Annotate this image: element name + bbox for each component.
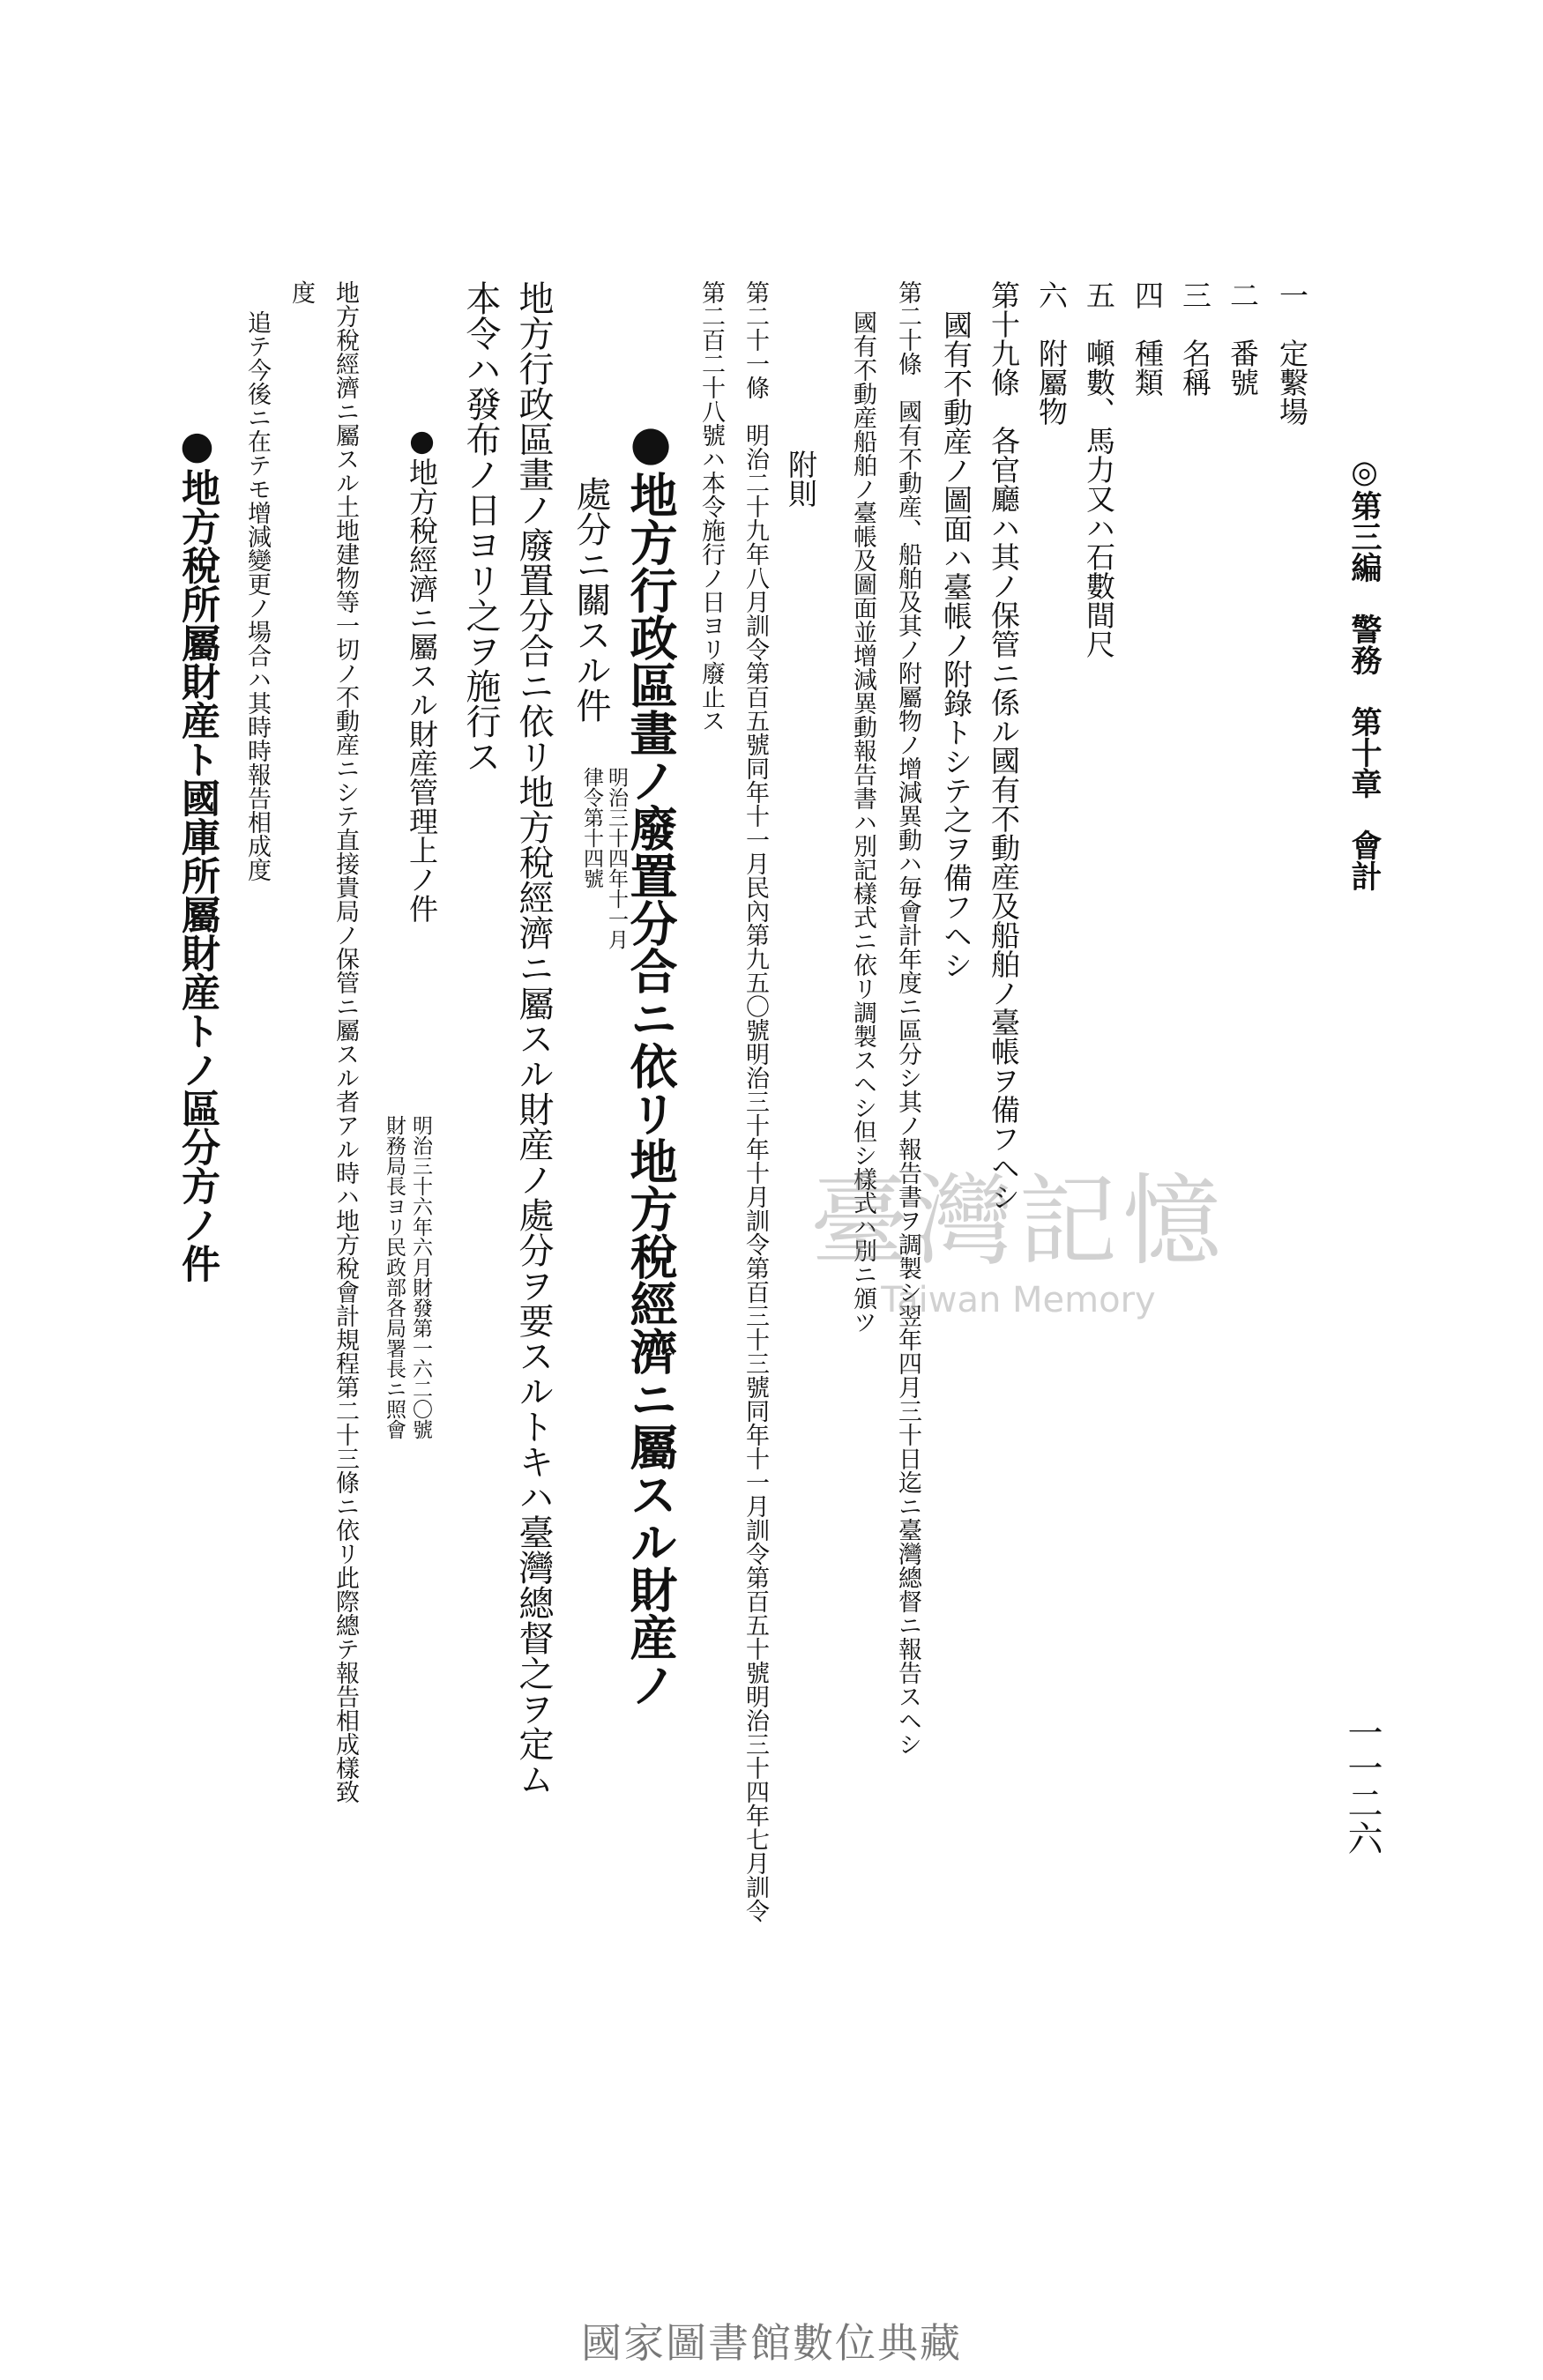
law-body-1: 地方行政區畫ノ廢置分合ニ依リ地方稅經濟ニ屬スル財産ノ處分ヲ要スルトキハ臺灣總督之ヲ定ム (513, 280, 554, 1796)
last-heading (175, 423, 220, 1283)
item-6: 六 附屬物 (1034, 280, 1069, 426)
article-19-continuation: 國有不動産ノ圖面ハ臺帳ノ附錄トシテ之ヲ備フヘシ (939, 310, 973, 979)
law-body-2: 本令ハ發布ノ日ヨリ之ヲ施行ス (460, 280, 501, 774)
management-note-1: 明治三十六年六月財發第一六二〇號 (409, 1115, 432, 1439)
supplementary-provisions-heading: 附則 (784, 450, 818, 508)
watermark-subtitle: Taiwan Memory (881, 1280, 1156, 1320)
article-20 (896, 280, 920, 1756)
law-promulgation-note-2: 律令第十四號 (580, 767, 603, 889)
management-note-2: 財務局長ヨリ民政部各局署長ニ照會 (383, 1115, 406, 1439)
law-title-line-2-row (570, 476, 611, 723)
item-5: 五 噸數、馬力又ハ石數間尺 (1082, 280, 1116, 658)
article-21-heading: 第二十一條 (742, 280, 769, 423)
article-20-continuation: 國有不動産船舶ノ臺帳及圖面並增減異動報告書ハ別記樣式ニ依リ調製スヘシ但シ樣式ハ別ニ頒ツ (849, 310, 876, 1334)
management-body-1: 地方稅經濟ニ屬スル土地建物等一切ノ不動産ニシテ直接貴局ノ保管ニ屬スル者アル時ハ地方稅會計規程第二十三條ニ依リ此際總テ報告相成樣致 (332, 280, 359, 1804)
item-3: 三 名稱 (1178, 280, 1212, 397)
article-20-heading: 第二十條 (894, 280, 921, 399)
item-1: 一 定繫場 (1275, 280, 1309, 426)
management-body-3: 追テ今後ニ在テモ增減變更ノ場合ハ其時時報告相成度 (243, 310, 271, 881)
bullet-icon: ● (622, 414, 679, 471)
management-title (405, 423, 439, 923)
item-4: 四 種類 (1130, 280, 1165, 397)
law-title-line-1: 地方行政區畫ノ廢置分合ニ依リ地方稅經濟ニ屬スル財産ノ (622, 471, 679, 1708)
article-20-text: 國有不動産、船舶及其ノ附屬物ノ增減異動ハ毎會計年度ニ區分シ其ノ報告書ヲ調製シ翌年四月三十日迄ニ臺灣總督ニ報告スヘシ (894, 399, 921, 1756)
last-heading-text: 地方稅所屬財産ト國庫所屬財産トノ區分方ノ件 (175, 468, 220, 1283)
watermark-logo (772, 1164, 1265, 1349)
law-title-line-2: 處分ニ關スル件 (570, 476, 611, 723)
article-19-text: 各官廳ハ其ノ保管ニ係ル國有不動産及船舶ノ臺帳ヲ備フヘシ (987, 426, 1021, 1211)
item-2: 二 番號 (1226, 280, 1260, 397)
article-19-heading: 第十九條 (987, 280, 1021, 426)
management-title-text: 地方稅經濟ニ屬スル財産管理上ノ件 (405, 457, 439, 923)
watermark-chars: 臺灣記憶 (810, 1164, 1226, 1279)
bullet-icon: ● (405, 423, 439, 457)
management-body-2: 度 (287, 280, 315, 304)
article-21 (743, 280, 767, 1923)
footer-archive-label: 國家圖書館數位典藏 (581, 2319, 962, 2367)
page-number: 一一二六 (1342, 1714, 1383, 1856)
article-19 (987, 280, 1021, 1211)
article-21-text: 明治二十九年八月訓令第百五號同年十一月民內第九五〇號明治三十年十月訓令第百三十三號同年十一月訓令第百五十號明治三十四年七月訓令 (742, 423, 769, 1923)
article-21-continuation: 第二百二十八號ハ本令施行ノ日ヨリ廢止ス (697, 280, 725, 733)
law-promulgation-note-1: 明治三十四年十一月 (605, 767, 628, 949)
bullet-icon: ● (175, 423, 220, 468)
running-head: ◎第三編 警務 第十章 會計 (1346, 454, 1383, 891)
law-title (622, 414, 679, 1708)
